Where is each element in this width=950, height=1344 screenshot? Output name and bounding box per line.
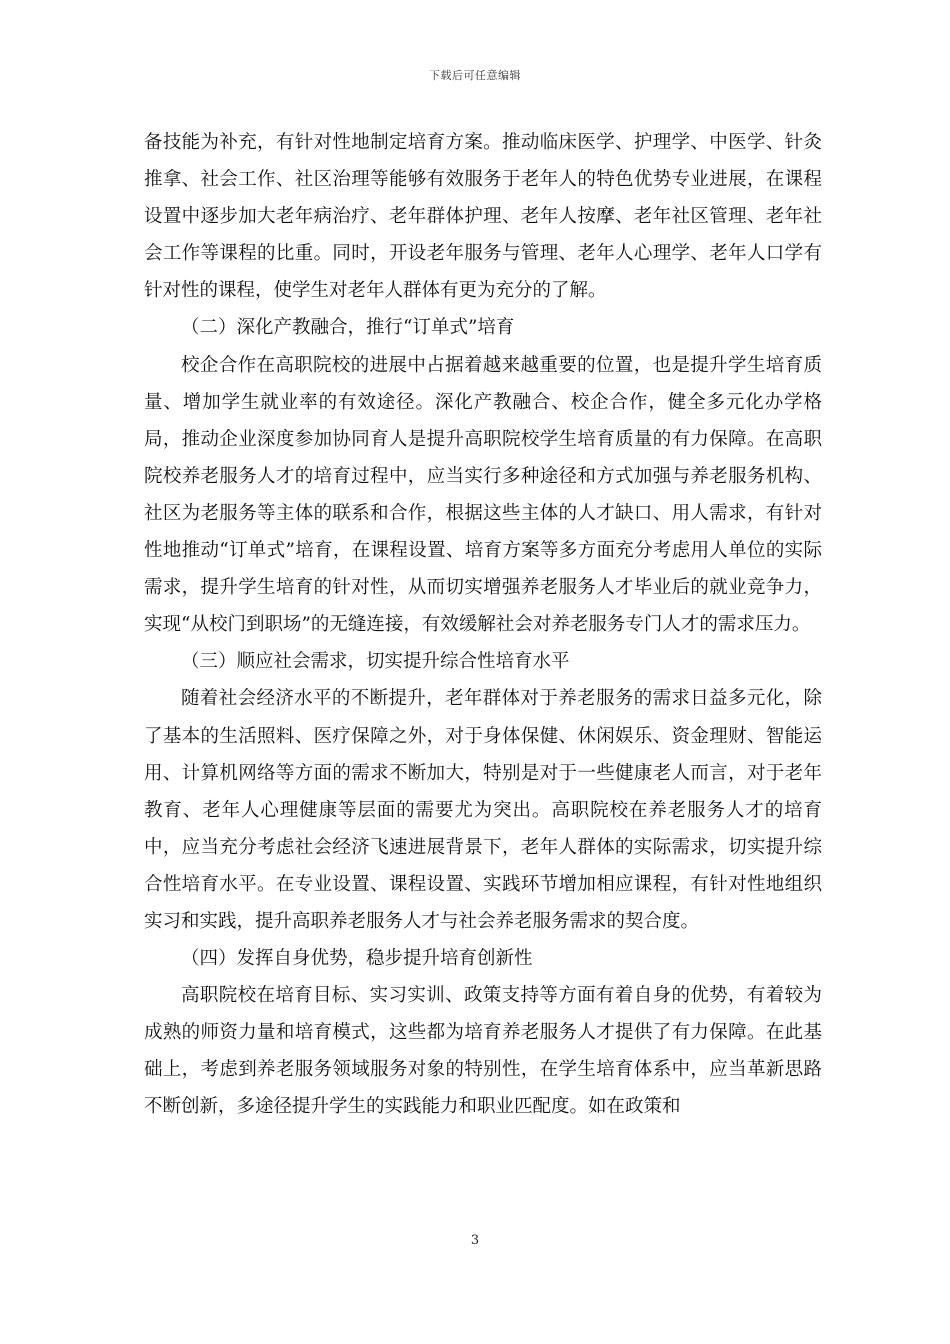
paragraph-continued: 备技能为补充，有针对性地制定培育方案。推动临床医学、护理学、中医学、针灸推拿、社会工作、社区治理等能够有效服务于老年人的特色优势专业进展，在课程设置中逐步加大老年病治疗、老年群体护理、老年人按摩、老年社区管理、老年社会工作等课程的比重。同时，开设老年服务与管理、老年人心理学、老年人口学有针对性的课程，使学生对老年人群体有更为充分的了解。 <box>144 132 822 302</box>
section-heading-4: （四）发挥自身优势，稳步提升培育创新性 <box>181 948 533 970</box>
page-number: 3 <box>470 1233 480 1248</box>
section-heading-2: （二）深化产教融合，推行“订单式”培育 <box>181 317 515 339</box>
document-body <box>144 124 822 1126</box>
paragraph-section-2: 校企合作在高职院校的进展中占据着越来越重要的位置，也是提升学生培育质量、增加学生就业率的有效途径。深化产教融合、校企合作，健全多元化办学格局，推动企业深度参加协同育人是提升高职院校学生培育质量的有力保障。在高职院校养老服务人才的培育过程中，应当实行多种途径和方式加强与养老服务机构、社区为老服务等主体的联系和合作，根据这些主体的人才缺口、用人需求，有针对性地推动“订单式”培育，在课程设置、培育方案等多方面充分考虑用人单位的实际需求，提升学生培育的针对性，从而切实增强养老服务人才毕业后的就业竞争力，实现“从校门到职场”的无缝连接，有效缓解社会对养老服务专门人才的需求压力。 <box>144 354 822 636</box>
paragraph-section-4: 高职院校在培育目标、实习实训、政策支持等方面有着自身的优势，有着较为成熟的师资力量和培育模式，这些都为培育养老服务人才提供了有力保障。在此基础上，考虑到养老服务领域服务对象的特别性，在学生培育体系中，应当革新思路不断创新，多途径提升学生的实践能力和职业匹配度。如在政策和 <box>144 985 822 1118</box>
page-header: 下载后可任意编辑 <box>429 69 521 82</box>
paragraph-section-3: 随着社会经济水平的不断提升，老年群体对于养老服务的需求日益多元化，除了基本的生活照料、医疗保障之外，对于身体保健、休闲娱乐、资金理财、智能运用、计算机网络等方面的需求不断加大，特别是对于一些健康老人而言，对于老年教育、老年人心理健康等层面的需要尤为突出。高职院校在养老服务人才的培育中，应当充分考虑社会经济飞速进展背景下，老年人群体的实际需求，切实提升综合性培育水平。在专业设置、课程设置、实践环节增加相应课程，有针对性地组织实习和实践，提升高职养老服务人才与社会养老服务需求的契合度。 <box>144 688 822 932</box>
section-heading-3: （三）顺应社会需求，切实提升综合性培育水平 <box>181 651 570 673</box>
